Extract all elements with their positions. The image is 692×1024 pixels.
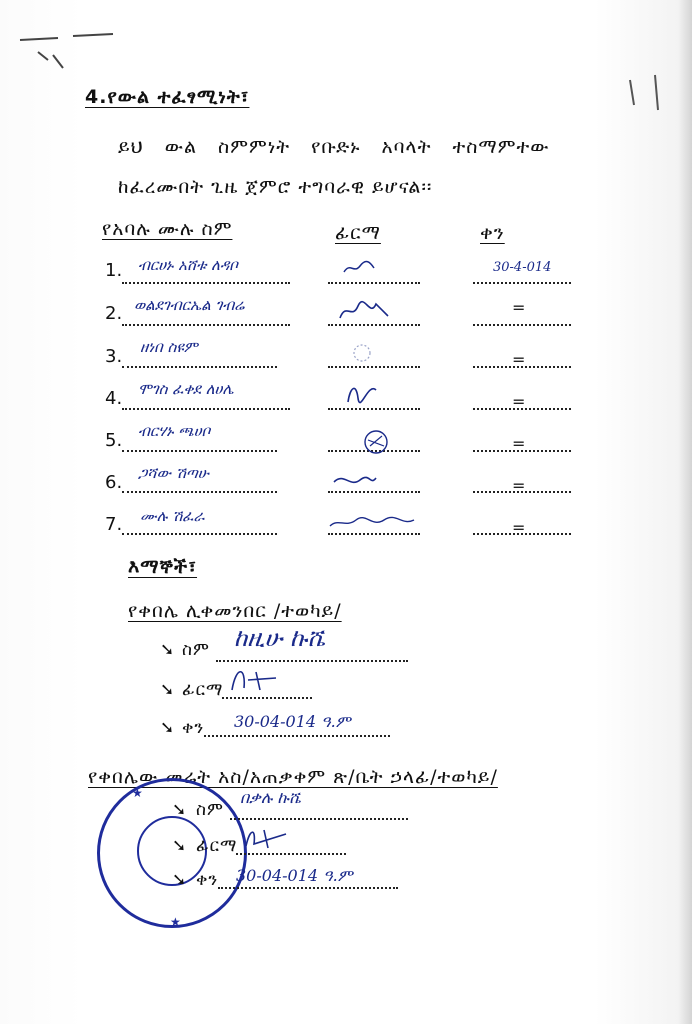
arrow-bullet-icon: ➘: [172, 870, 187, 890]
row-number: 7.: [105, 514, 123, 535]
signature: [360, 426, 396, 462]
receiver-date-line: [204, 735, 390, 737]
corner-mark-right: [620, 70, 680, 115]
page-edge-shadow: [678, 0, 692, 1024]
receiver-date-value: 30-04-014 ዓ.ም: [234, 712, 351, 731]
receiver-name-label: ስም: [182, 640, 210, 660]
ditto-mark: =: [512, 518, 526, 537]
signature: [348, 342, 378, 364]
corner-scribble: [18, 30, 118, 75]
stamp-star-icon: ★: [170, 915, 181, 929]
signature-line: [328, 408, 420, 410]
row-number: 2.: [105, 303, 123, 324]
receiver-name-value: ከዚሁ ኩሼ: [234, 624, 325, 652]
row-number: 3.: [105, 346, 123, 367]
name-line: [122, 533, 277, 535]
signature-line: [328, 282, 420, 284]
name-line: [122, 324, 290, 326]
signature: [336, 298, 396, 324]
ditto-mark: =: [512, 476, 526, 495]
office-date-line: [218, 887, 398, 889]
receiver-sign-line: [222, 697, 312, 699]
column-header-name: የአባሉ ሙሉ ስም: [102, 218, 233, 240]
office-signature: [240, 820, 300, 854]
office-name-label: ስም: [196, 800, 224, 820]
name-line: [122, 450, 277, 452]
office-date-value: 30-04-014 ዓ.ም: [236, 866, 353, 885]
member-name: ብርሀኑ አሸቱ ለዳቦ: [138, 256, 238, 274]
witnesses-label: እማኞች፣: [128, 556, 198, 578]
signature-line: [328, 324, 420, 326]
row-date: 30-4-014: [493, 260, 552, 275]
signature: [342, 378, 382, 408]
kebele-chair-title: የቀበሌ ሊቀመንበር /ተወካይ/: [128, 600, 342, 622]
office-date-label: ቀን: [196, 870, 219, 890]
section-heading: 4.የውል ተፈፃሚነት፣: [85, 86, 250, 108]
office-name-value: በቃሉ ኩሼ: [240, 788, 301, 807]
member-name: ሞገስ ፈቀደ ለሀሌ: [138, 380, 234, 398]
ditto-mark: =: [512, 350, 526, 369]
member-name: ወልደገብርኤል ገብሬ: [134, 296, 245, 314]
signature: [330, 470, 380, 492]
paragraph-line-1: ይህ ውል ስምምነት የቡድኑ አባላት ተስማምተው: [118, 136, 550, 158]
member-name: ብርሃኑ ጫሀቦ: [138, 422, 211, 440]
land-office-title: የቀበሌው መሬት አስ/አጠቃቀም ጽ/ቤት ኃላፊ/ተወካይ/: [88, 766, 498, 788]
column-header-date: ቀን: [480, 222, 505, 244]
ditto-mark: =: [512, 392, 526, 411]
signature: [340, 258, 380, 278]
name-line: [122, 282, 290, 284]
row-number: 6.: [105, 472, 123, 493]
date-line: [473, 324, 571, 326]
member-name: ጋሻው ሽጣሁ: [138, 464, 209, 482]
office-sign-label: ፊርማ: [196, 836, 238, 856]
arrow-bullet-icon: ➘: [160, 680, 175, 700]
receiver-sign-label: ፊርማ: [182, 680, 224, 700]
name-line: [122, 366, 277, 368]
arrow-bullet-icon: ➘: [172, 836, 187, 856]
arrow-bullet-icon: ➘: [172, 800, 187, 820]
name-line: [122, 491, 277, 493]
receiver-date-label: ቀን: [182, 718, 205, 738]
row-number: 5.: [105, 430, 123, 451]
stamp-star-icon: ★: [132, 786, 143, 800]
arrow-bullet-icon: ➘: [160, 640, 175, 660]
row-number: 4.: [105, 388, 123, 409]
signature-line: [328, 366, 420, 368]
column-header-signature: ፊርማ: [335, 222, 381, 244]
member-name: ዘነበ ስዩም: [140, 338, 198, 356]
arrow-bullet-icon: ➘: [160, 718, 175, 738]
date-line: [473, 282, 571, 284]
row-number: 1.: [105, 260, 123, 281]
paragraph-line-2: ከፈረሙበት ጊዜ ጀምሮ ተግባራዊ ይሆናል፡፡: [118, 176, 433, 198]
ditto-mark: =: [512, 298, 526, 317]
ditto-mark: =: [512, 434, 526, 453]
member-name: ሙሉ ሽፈራ: [140, 507, 205, 525]
name-line: [122, 408, 290, 410]
receiver-signature: [226, 660, 286, 696]
signature: [328, 512, 418, 534]
